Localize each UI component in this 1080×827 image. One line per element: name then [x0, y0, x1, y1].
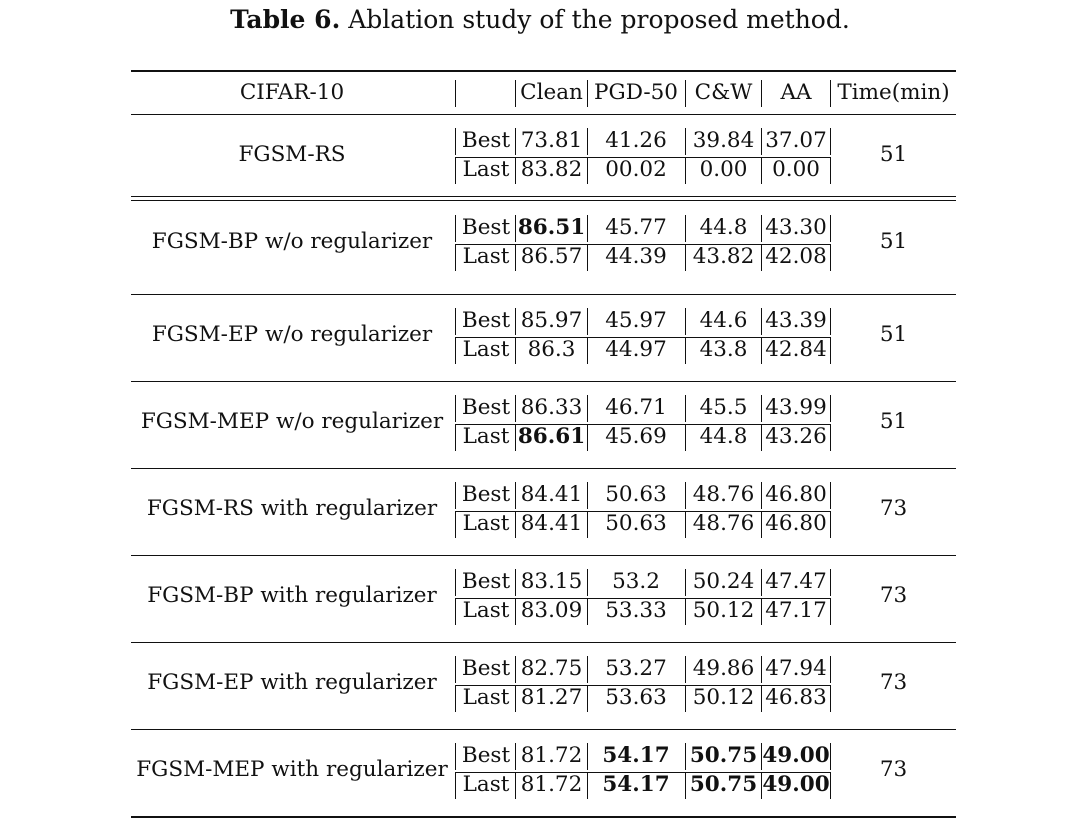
- cell-label: Best: [461, 569, 511, 594]
- cell-clean: 85.97: [520, 308, 583, 333]
- top-rule: [131, 70, 956, 72]
- cell-aa: 43.30: [765, 215, 827, 240]
- cell-divider: [685, 337, 686, 364]
- cell-divider: [761, 337, 762, 364]
- cell-pgd: 53.27: [605, 656, 667, 681]
- cell-divider: [455, 743, 456, 770]
- cell-divider: [830, 743, 831, 770]
- cell-divider: [761, 598, 762, 625]
- cell-cw: 44.8: [699, 424, 748, 449]
- header-time: Time(min): [837, 80, 950, 105]
- cell-clean: 86.33: [520, 395, 583, 420]
- cell-divider: [685, 685, 686, 712]
- cell-divider: [455, 598, 456, 625]
- cell-label: Last: [462, 244, 510, 269]
- double-rule: [131, 196, 956, 197]
- cell-cw: 44.6: [699, 308, 748, 333]
- cell-divider: [455, 215, 456, 242]
- cell-divider: [761, 482, 762, 509]
- cell-divider: [685, 128, 686, 155]
- cell-pgd: 54.17: [602, 743, 670, 768]
- cell-cw: 43.82: [692, 244, 755, 269]
- cell-divider: [685, 157, 686, 184]
- cell-pgd: 44.39: [605, 244, 667, 269]
- cell-divider: [587, 511, 588, 538]
- cell-cw: 50.75: [689, 772, 758, 797]
- cell-pgd: 53.63: [605, 685, 667, 710]
- cell-divider: [515, 395, 516, 422]
- cell-divider: [685, 569, 686, 596]
- cell-divider: [515, 244, 516, 271]
- cell-cw: 49.86: [692, 656, 755, 681]
- caption-label: Table 6.: [230, 5, 341, 34]
- cell-divider: [515, 482, 516, 509]
- group-rule: [131, 729, 956, 730]
- cell-aa: 46.80: [765, 511, 827, 536]
- cell-divider: [685, 772, 686, 799]
- method-name: FGSM-RS: [238, 142, 346, 167]
- cell-cw: 0.00: [699, 157, 748, 182]
- cell-divider: [761, 511, 762, 538]
- method-name: FGSM-MEP w/o regularizer: [140, 409, 444, 434]
- cell-divider: [685, 511, 686, 538]
- cell-divider: [587, 772, 588, 799]
- cell-divider: [515, 157, 516, 184]
- caption-text: Ablation study of the proposed method.: [340, 5, 850, 34]
- cell-divider: [587, 157, 588, 184]
- cell-clean: 83.09: [520, 598, 583, 623]
- cell-divider: [587, 395, 588, 422]
- cell-label: Last: [462, 772, 510, 797]
- cell-clean: 81.72: [520, 743, 583, 768]
- cell-aa: 43.39: [765, 308, 827, 333]
- cell-label: Best: [461, 215, 511, 240]
- cell-divider: [830, 157, 831, 184]
- cell-divider: [455, 656, 456, 683]
- cell-divider: [830, 337, 831, 364]
- cell-divider: [455, 772, 456, 799]
- cell-divider: [515, 215, 516, 242]
- cell-label: Best: [461, 308, 511, 333]
- cell-pgd: 44.97: [605, 337, 667, 362]
- cell-divider: [761, 215, 762, 242]
- method-name: FGSM-EP with regularizer: [147, 670, 437, 695]
- cell-clean: 83.15: [520, 569, 583, 594]
- cell-divider: [761, 308, 762, 335]
- cell-divider: [761, 743, 762, 770]
- cell-aa: 43.99: [765, 395, 827, 420]
- cell-divider: [685, 598, 686, 625]
- cell-label: Last: [462, 424, 510, 449]
- cell-divider: [515, 598, 516, 625]
- cell-cw: 48.76: [692, 511, 755, 536]
- time-value: 73: [879, 757, 908, 782]
- cell-divider: [515, 308, 516, 335]
- cell-divider: [685, 395, 686, 422]
- cell-divider: [685, 244, 686, 271]
- cell-aa: 0.00: [772, 157, 820, 182]
- cell-divider: [587, 598, 588, 625]
- time-value: 51: [879, 322, 908, 347]
- cell-cw: 50.75: [689, 743, 758, 768]
- cell-divider: [587, 656, 588, 683]
- cell-clean: 86.3: [527, 337, 576, 362]
- cell-aa: 37.07: [765, 128, 827, 153]
- cell-divider: [515, 656, 516, 683]
- cell-clean: 82.75: [520, 656, 583, 681]
- cell-divider: [515, 424, 516, 451]
- cell-clean: 86.57: [520, 244, 583, 269]
- cell-pgd: 53.2: [612, 569, 660, 594]
- cell-divider: [455, 308, 456, 335]
- cell-clean: 73.81: [520, 128, 583, 153]
- cell-divider: [455, 482, 456, 509]
- cell-label: Last: [462, 598, 510, 623]
- cell-pgd: 00.02: [605, 157, 667, 182]
- cell-label: Best: [461, 743, 511, 768]
- cell-divider: [515, 569, 516, 596]
- group-rule: [131, 555, 956, 556]
- header-dataset: CIFAR-10: [239, 80, 345, 105]
- cell-label: Best: [461, 395, 511, 420]
- cell-divider: [830, 656, 831, 683]
- cell-divider: [587, 685, 588, 712]
- cell-clean: 86.51: [517, 215, 586, 240]
- cell-divider: [830, 395, 831, 422]
- cell-pgd: 54.17: [602, 772, 670, 797]
- cell-pgd: 45.77: [605, 215, 667, 240]
- time-value: 73: [879, 670, 908, 695]
- cell-divider: [587, 424, 588, 451]
- double-rule: [131, 200, 956, 201]
- header-aa: AA: [780, 80, 812, 105]
- cell-label: Best: [461, 656, 511, 681]
- cell-divider: [685, 482, 686, 509]
- cell-pgd: 41.26: [605, 128, 667, 153]
- cell-divider: [830, 772, 831, 799]
- group-rule: [131, 642, 956, 643]
- cell-divider: [761, 395, 762, 422]
- header-pgd: PGD-50: [594, 80, 678, 105]
- cell-divider: [830, 424, 831, 451]
- method-name: FGSM-BP with regularizer: [147, 583, 437, 608]
- cell-divider: [587, 215, 588, 242]
- time-value: 51: [879, 229, 908, 254]
- time-value: 73: [879, 583, 908, 608]
- cell-divider: [515, 511, 516, 538]
- cell-divider: [515, 128, 516, 155]
- cell-divider: [515, 772, 516, 799]
- method-name: FGSM-MEP with regularizer: [136, 757, 448, 782]
- cell-clean: 84.41: [520, 482, 583, 507]
- cell-aa: 42.08: [765, 244, 827, 269]
- cell-pgd: 50.63: [605, 511, 667, 536]
- cell-divider: [587, 244, 588, 271]
- cell-divider: [761, 685, 762, 712]
- cell-divider: [587, 337, 588, 364]
- cell-divider: [830, 511, 831, 538]
- cell-divider: [761, 424, 762, 451]
- cell-divider: [515, 685, 516, 712]
- cell-pgd: 46.71: [605, 395, 667, 420]
- cell-divider: [830, 685, 831, 712]
- time-value: 51: [879, 409, 908, 434]
- cell-divider: [455, 685, 456, 712]
- group-rule: [131, 381, 956, 382]
- cell-divider: [830, 128, 831, 155]
- cell-divider: [685, 656, 686, 683]
- cell-divider: [685, 743, 686, 770]
- cell-divider: [830, 482, 831, 509]
- bottom-rule: [131, 816, 956, 818]
- cell-label: Best: [461, 128, 511, 153]
- cell-clean: 86.61: [517, 424, 586, 449]
- cell-label: Last: [462, 685, 510, 710]
- cell-cw: 43.8: [699, 337, 748, 362]
- cell-divider: [685, 215, 686, 242]
- cell-divider: [761, 569, 762, 596]
- cell-divider: [830, 308, 831, 335]
- cell-divider: [587, 482, 588, 509]
- cell-divider: [455, 157, 456, 184]
- cell-divider: [761, 656, 762, 683]
- cell-divider: [685, 308, 686, 335]
- cell-divider: [761, 157, 762, 184]
- cell-clean: 83.82: [520, 157, 583, 182]
- cell-cw: 44.8: [699, 215, 748, 240]
- cell-pgd: 50.63: [605, 482, 667, 507]
- cell-aa: 47.94: [765, 656, 827, 681]
- cell-clean: 84.41: [520, 511, 583, 536]
- cell-divider: [587, 569, 588, 596]
- method-name: FGSM-RS with regularizer: [146, 496, 438, 521]
- cell-label: Last: [462, 337, 510, 362]
- cell-label: Last: [462, 157, 510, 182]
- cell-divider: [830, 215, 831, 242]
- group-rule: [131, 468, 956, 469]
- cell-divider: [455, 395, 456, 422]
- cell-aa: 47.47: [765, 569, 827, 594]
- method-name: FGSM-BP w/o regularizer: [151, 229, 433, 254]
- cell-divider: [455, 337, 456, 364]
- cell-aa: 46.83: [765, 685, 827, 710]
- cell-aa: 43.26: [765, 424, 827, 449]
- cell-divider: [455, 244, 456, 271]
- cell-divider: [455, 128, 456, 155]
- cell-cw: 48.76: [692, 482, 755, 507]
- cell-divider: [830, 244, 831, 271]
- cell-clean: 81.27: [520, 685, 583, 710]
- cell-divider: [587, 308, 588, 335]
- header-rule: [131, 114, 956, 115]
- cell-divider: [455, 511, 456, 538]
- cell-cw: 50.24: [692, 569, 755, 594]
- cell-divider: [761, 244, 762, 271]
- time-value: 51: [879, 142, 908, 167]
- cell-clean: 81.72: [520, 772, 583, 797]
- cell-divider: [455, 569, 456, 596]
- cell-divider: [515, 337, 516, 364]
- cell-divider: [761, 128, 762, 155]
- cell-aa: 49.00: [762, 772, 830, 797]
- cell-pgd: 45.97: [605, 308, 667, 333]
- cell-cw: 39.84: [692, 128, 755, 153]
- header-divider: [455, 80, 456, 107]
- cell-label: Last: [462, 511, 510, 536]
- cell-cw: 50.12: [692, 598, 755, 623]
- cell-pgd: 53.33: [605, 598, 667, 623]
- cell-divider: [761, 772, 762, 799]
- time-value: 73: [879, 496, 908, 521]
- cell-aa: 42.84: [765, 337, 827, 362]
- cell-aa: 46.80: [765, 482, 827, 507]
- cell-divider: [830, 569, 831, 596]
- cell-cw: 50.12: [692, 685, 755, 710]
- cell-divider: [515, 743, 516, 770]
- cell-divider: [587, 128, 588, 155]
- table-caption: [0, 2, 1080, 38]
- cell-label: Best: [461, 482, 511, 507]
- cell-divider: [587, 743, 588, 770]
- method-name: FGSM-EP w/o regularizer: [151, 322, 433, 347]
- header-clean: Clean: [520, 80, 583, 105]
- cell-aa: 47.17: [765, 598, 827, 623]
- cell-divider: [685, 424, 686, 451]
- cell-cw: 45.5: [699, 395, 748, 420]
- cell-aa: 49.00: [762, 743, 830, 768]
- cell-divider: [830, 598, 831, 625]
- header-cw: C&W: [694, 80, 753, 105]
- cell-divider: [455, 424, 456, 451]
- cell-pgd: 45.69: [605, 424, 667, 449]
- group-rule: [131, 294, 956, 295]
